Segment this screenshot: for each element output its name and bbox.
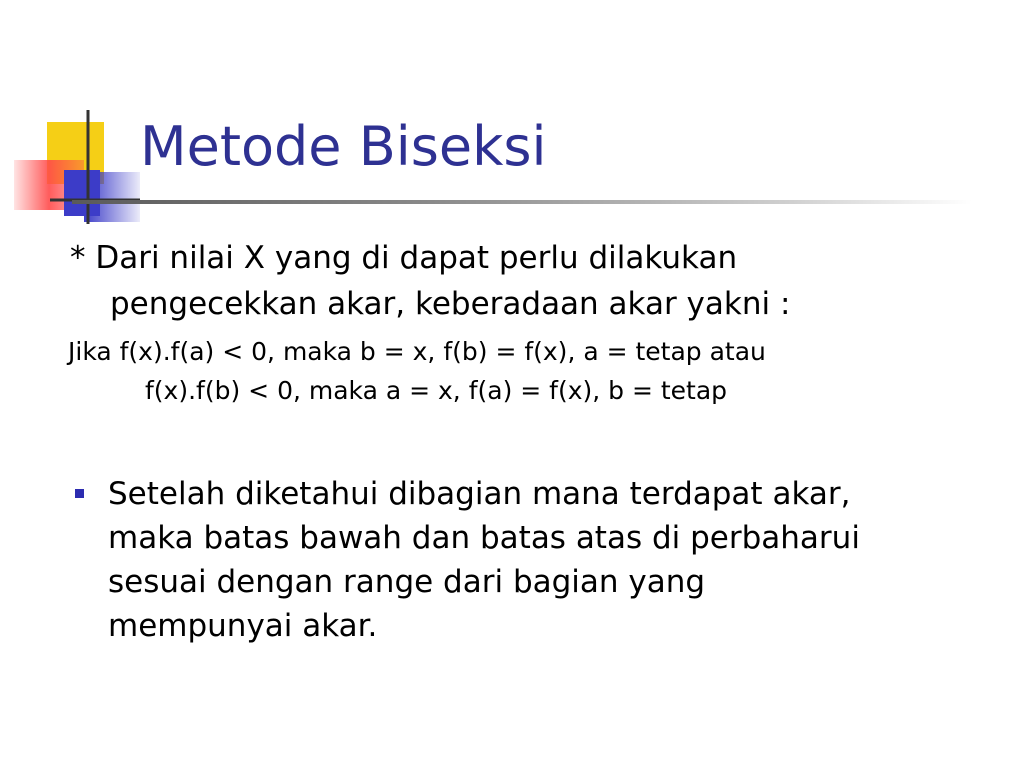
bullet-line: maka batas bawah dan batas atas di perbaharui <box>108 520 860 556</box>
bullet-line: mempunyai akar. <box>108 608 378 644</box>
slide-title: Metode Biseksi <box>140 115 547 178</box>
condition-line-2: f(x).f(b) < 0, maka a = x, f(a) = f(x), b = tetap <box>145 376 728 405</box>
intro-line-2: pengecekkan akar, keberadaan akar yakni : <box>110 286 791 322</box>
bullet-line: Setelah diketahui dibagian mana terdapat akar, <box>108 476 851 512</box>
condition-line-1: Jika f(x).f(a) < 0, maka b = x, f(b) = f(x), a = tetap atau <box>68 337 766 366</box>
intro-line-1: * Dari nilai X yang di dapat perlu dilakukan <box>70 240 738 276</box>
bullet-text <box>108 472 860 648</box>
bullet-square-icon <box>75 489 84 498</box>
bullet-line: sesuai dengan range dari bagian yang <box>108 564 706 600</box>
